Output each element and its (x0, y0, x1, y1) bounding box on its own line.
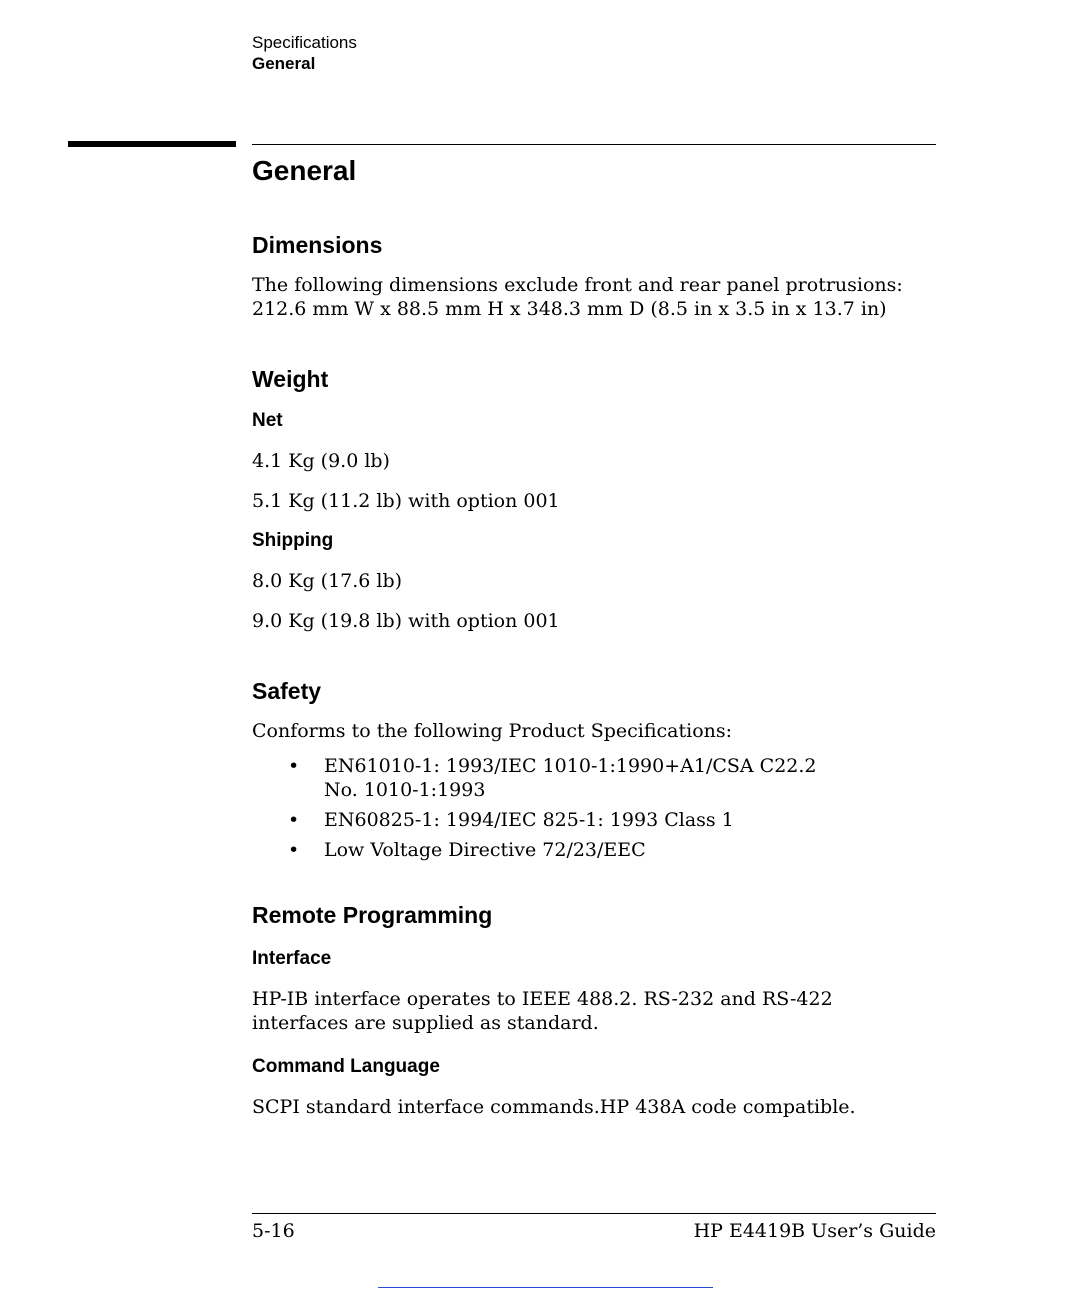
chapter-marker-rule (68, 141, 236, 147)
shipping-weight-value-option: 9.0 Kg (19.8 lb) with option 001 (252, 610, 560, 632)
interface-text: HP-IB interface operates to IEEE 488.2. RS-232 and RS-422 interfaces are supplied as standard. (252, 988, 833, 1034)
interface-heading: Interface (252, 948, 332, 969)
page-title: General (252, 155, 357, 186)
running-header-chapter: General (252, 54, 316, 73)
page-number: 5-16 (252, 1220, 295, 1242)
bullet-icon: • (288, 839, 300, 861)
title-rule (252, 144, 936, 145)
footer-rule (252, 1213, 936, 1214)
dimensions-heading: Dimensions (252, 232, 383, 258)
list-item-text: Low Voltage Directive 72/23/EEC (324, 839, 646, 861)
safety-standards-list (252, 754, 936, 862)
dimensions-text-line-1: The following dimensions exclude front and rear panel protrusions: (252, 274, 903, 296)
running-header (252, 32, 357, 74)
net-weight-value-option: 5.1 Kg (11.2 lb) with option 001 (252, 490, 560, 512)
bullet-icon: • (288, 809, 300, 831)
weight-heading: Weight (252, 366, 329, 392)
list-item-text: EN61010-1: 1993/IEC 1010-1:1990+A1/CSA C22.2 No. 1010-1:1993 (324, 755, 817, 801)
list-item-text: EN60825-1: 1994/IEC 825-1: 1993 Class 1 (324, 809, 734, 831)
command-language-text: SCPI standard interface commands.HP 438A code compatible. (252, 1096, 856, 1118)
guide-title: HP E4419B User’s Guide (693, 1220, 936, 1242)
remote-programming-heading: Remote Programming (252, 902, 493, 928)
page-content (252, 153, 936, 1119)
safety-intro: Conforms to the following Product Specifications: (252, 720, 733, 742)
shipping-weight-heading: Shipping (252, 530, 334, 551)
command-language-heading: Command Language (252, 1056, 440, 1077)
list-item (252, 808, 844, 832)
safety-heading: Safety (252, 678, 322, 704)
dimensions-text-line-2: 212.6 mm W x 88.5 mm H x 348.3 mm D (8.5 in x 3.5 in x 13.7 in) (252, 298, 887, 320)
net-weight-value: 4.1 Kg (9.0 lb) (252, 450, 390, 472)
list-item (252, 838, 844, 862)
net-weight-heading: Net (252, 410, 283, 431)
running-header-section: Specifications (252, 33, 357, 52)
bullet-icon: • (288, 755, 300, 777)
list-item (252, 754, 844, 802)
link-underline[interactable] (378, 1287, 713, 1288)
shipping-weight-value: 8.0 Kg (17.6 lb) (252, 570, 403, 592)
